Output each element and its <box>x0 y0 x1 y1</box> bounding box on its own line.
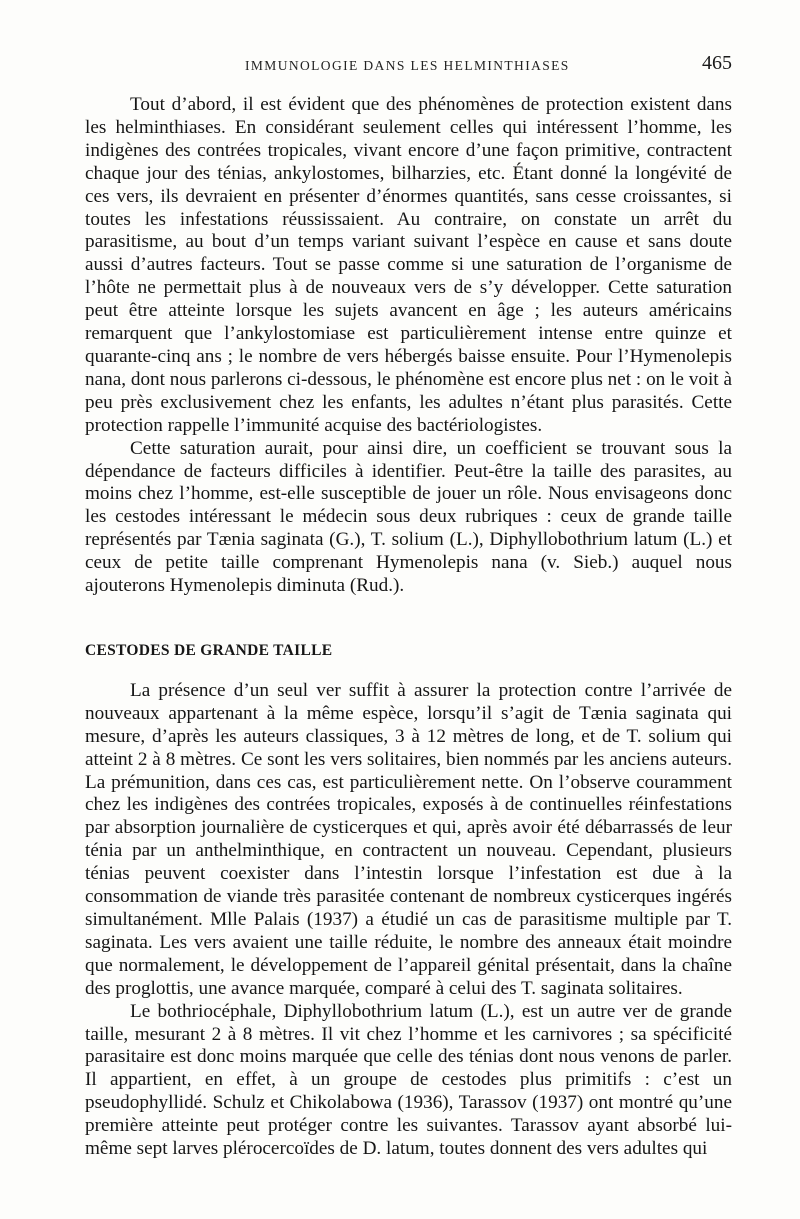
paragraph: Le bothriocéphale, Diphyllobothrium latum (L.), est un autre ver de grande taille, mesurant 2 à 8 mètres. Il vit chez l’homme et les carnivores ; sa spécificité parasitaire est donc moins marquée que celle des ténias dont nous venons de parler. Il appartient, en effet, à un groupe de cestodes plus primitifs : c’est un pseudophyllidé. Schulz et Chikolabowa (1936), Tarassov (1937) ont montré qu’une première atteinte peut protéger contre les suivantes. Tarassov ayant absorbé lui-même sept larves plérocercoïdes de D. latum, toutes donnent des vers adultes qui <box>85 1000 732 1160</box>
page-header <box>85 52 732 80</box>
paragraph: Cette saturation aurait, pour ainsi dire, un coefficient se trouvant sous la dépendance de facteurs difficiles à identifier. Peut-être la taille des parasites, au moins chez l’homme, est-elle susceptible de jouer un rôle. Nous envisageons donc les cestodes intéressant le médecin sous deux rubriques : ceux de grande taille représentés par Tænia saginata (G.), T. solium (L.), Diphyllobothrium latum (L.) et ceux de petite taille comprenant Hymenolepis nana (v. Sieb.) auquel nous ajouterons Hymenolepis diminuta (Rud.). <box>85 437 732 597</box>
body-text <box>85 94 732 1161</box>
paragraph: Tout d’abord, il est évident que des phénomènes de protection existent dans les helminthiases. En considérant seulement celles qui intéressent l’homme, les indigènes des contrées tropicales, vivant encore d’une façon primitive, contractent chaque jour des ténias, ankylostomes, bilharzies, etc. Étant donné la longévité de ces vers, ils devraient en présenter d’énormes quantités, sans cesse croissantes, si toutes les infestations réussissaient. Au contraire, on constate un arrêt du parasitisme, au bout d’un temps variant suivant l’espèce en cause et sans doute aussi d’autres facteurs. Tout se passe comme si une saturation de l’organisme de l’hôte ne permettait plus à de nouveaux vers de s’y développer. Cette saturation peut être atteinte lorsque les sujets avancent en âge ; les auteurs américains remarquent que l’ankylostomiase est particulièrement intense entre quinze et quarante-cinq ans ; le nombre de vers hébergés baisse ensuite. Pour l’Hymenolepis nana, dont nous parlerons ci-dessous, le phénomène est encore plus net : on le voit à peu près exclusivement chez les enfants, les adultes n’étant plus parasités. Cette protection rappelle l’immunité acquise des bactériologistes. <box>85 94 732 436</box>
paragraph: La présence d’un seul ver suffit à assurer la protection contre l’arrivée de nouveaux appartenant à la même espèce, lorsqu’il s’agit de Tænia saginata qui mesure, d’après les auteurs classiques, 3 à 12 mètres de long, et de T. solium qui atteint 2 à 8 mètres. Ce sont les vers solitaires, bien nommés par les anciens auteurs. La prémunition, dans ces cas, est particulièrement nette. On l’observe couramment chez les indigènes des contrées tropicales, exposés à de continuelles réinfestations par absorption journalière de cysticerques et qui, après avoir été débarrassés de leur ténia par un anthelminthique, en contractent un nouveau. Cependant, plusieurs ténias peuvent coexister dans l’intestin lorsque l’infestation est due à la consommation de viande très parasitée contenant de nombreux cysticerques ingérés simultanément. Mlle Palais (1937) a étudié un cas de parasitisme multiple par T. saginata. Les vers avaient une taille réduite, le nombre des anneaux était moindre que normalement, le développement de l’appareil génital présentait, dans la chaîne des proglottis, une avance marquée, comparé à celui des T. saginata solitaires. <box>85 679 732 999</box>
section-heading: CESTODES DE GRANDE TAILLE <box>85 641 333 659</box>
page-number: 465 <box>702 52 732 74</box>
running-head: IMMUNOLOGIE DANS LES HELMINTHIASES <box>245 58 570 73</box>
